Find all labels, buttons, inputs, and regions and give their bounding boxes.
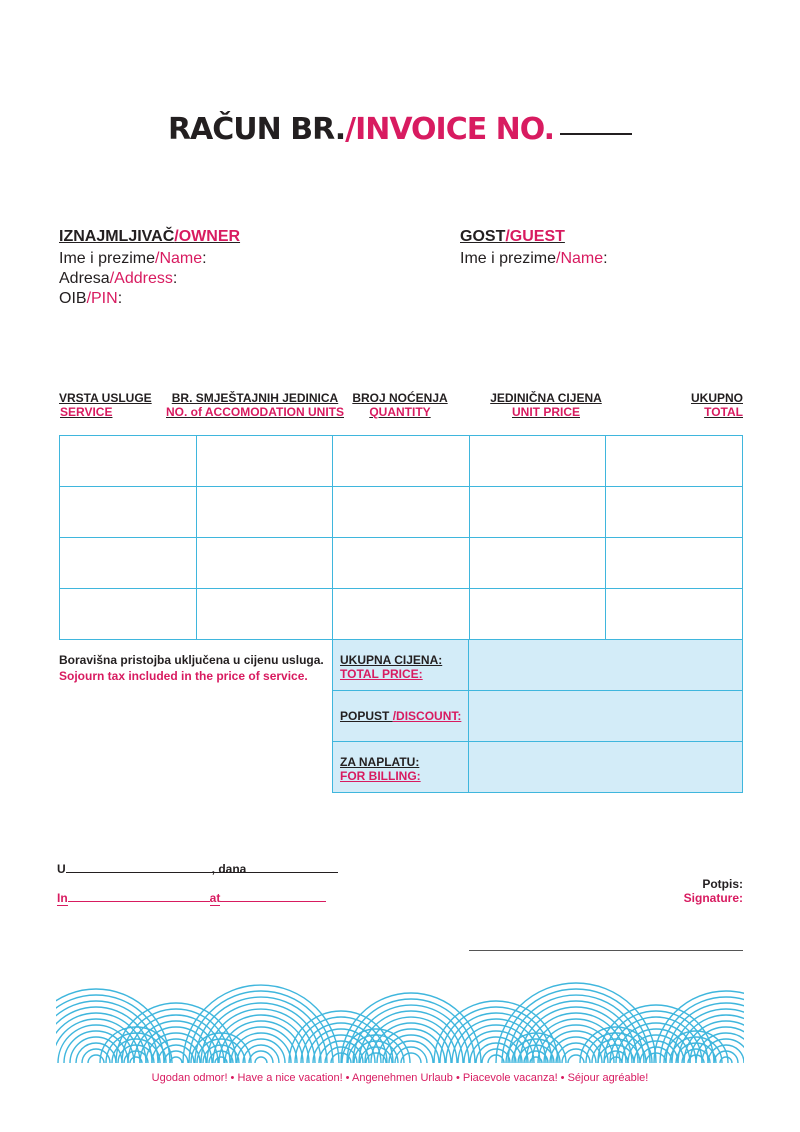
footer-slogan: Ugodan odmor! • Have a nice vacation! • Angenehmen Urlaub • Piacevole vacanza! • Séjour agréable! [151,1072,649,1084]
cell-total[interactable] [606,487,743,538]
cell-total[interactable] [606,589,743,640]
owner-heading-local: IZNAJMLJIVAČ [59,228,175,245]
title-en: INVOICE NO. [355,112,555,147]
signature-label [600,877,743,905]
discount-value[interactable] [469,691,743,742]
signature-label-local: Potpis: [702,877,743,891]
column-header-service-en: SERVICE [60,405,113,419]
place-field[interactable] [66,862,212,873]
title-separator: / [345,112,356,147]
guest-block [460,228,608,269]
column-header-units [160,391,350,419]
guest-name-label-en: /Name [556,250,604,267]
guest-heading [460,228,608,246]
guest-heading-local: GOST [460,228,506,245]
decorative-waves [56,975,744,1063]
owner-pin-label-local: OIB [59,290,87,307]
column-header-units-en: NO. of ACCOMODATION UNITS [166,405,344,419]
place-date-en [57,891,326,906]
wave-arc [70,1037,122,1063]
owner-address-label-local: Adresa [59,270,110,287]
cell-units[interactable] [196,589,333,640]
column-header-service-local: VRSTA USLUGE [59,391,152,405]
place-field-en[interactable] [68,891,210,902]
column-header-quantity [340,391,460,419]
billing-row [333,742,743,793]
total-price-label-en: TOTAL PRICE: [340,667,423,681]
column-header-unit-price-en: UNIT PRICE [511,405,580,419]
cell-unit-price[interactable] [469,436,606,487]
title-local: RAČUN BR. [167,112,346,147]
owner-pin-colon: : [117,290,123,307]
owner-address-label-en: /Address [109,270,173,287]
table-row [60,589,743,640]
owner-address-field[interactable] [59,269,240,289]
cell-units[interactable] [196,436,333,487]
signature-line[interactable] [469,950,743,951]
column-header-quantity-en: QUANTITY [369,405,431,419]
cell-units[interactable] [196,538,333,589]
invoice-number-field[interactable] [560,133,632,135]
table-row [60,538,743,589]
cell-quantity[interactable] [333,436,470,487]
owner-name-colon: : [202,250,207,267]
owner-name-label-en: /Name [155,250,203,267]
column-header-total-local: UKUPNO [690,391,743,405]
date-field[interactable] [246,862,338,873]
signature-label-en: Signature: [683,891,743,905]
total-price-row [333,640,743,691]
cell-unit-price[interactable] [469,538,606,589]
line-items-grid [59,435,743,640]
discount-label-en: /DISCOUNT: [392,709,462,723]
column-header-unit-price [476,391,616,419]
column-header-unit-price-local: JEDINIČNA CIJENA [490,391,602,405]
guest-name-colon: : [603,250,608,267]
discount-label [333,691,469,742]
date-label-en: at [209,891,221,905]
table-row [60,487,743,538]
cell-total[interactable] [606,436,743,487]
owner-name-label-local: Ime i prezime [59,250,156,267]
billing-label [333,742,469,793]
table-row [60,436,743,487]
cell-service[interactable] [60,436,197,487]
invoice-title [0,112,800,147]
wave-arc [255,1057,267,1063]
owner-heading [59,228,240,246]
tax-note-en: Sojourn tax included in the price of service. [59,669,308,683]
wave-arc [88,1055,104,1063]
wave-arc [568,1055,584,1063]
wave-arc [243,1045,279,1063]
total-price-value[interactable] [469,640,743,691]
column-header-units-local: BR. SMJEŠTAJNIH JEDINICA [171,391,339,405]
cell-unit-price[interactable] [469,487,606,538]
place-date-local [57,862,338,876]
cell-quantity[interactable] [333,538,470,589]
column-header-total-en: TOTAL [704,405,743,419]
owner-pin-label-en: /PIN [86,290,118,307]
owner-name-field[interactable] [59,249,240,269]
discount-row [333,691,743,742]
billing-value[interactable] [469,742,743,793]
cell-unit-price[interactable] [469,589,606,640]
place-label-local: U [57,862,66,876]
place-label-en: In [57,891,68,905]
billing-label-local: ZA NAPLATU: [340,755,420,769]
owner-block [59,228,240,309]
totals-table [332,639,743,793]
owner-address-colon: : [172,270,178,287]
cell-units[interactable] [196,487,333,538]
column-header-total [643,391,743,419]
cell-service[interactable] [60,589,197,640]
tax-note [59,652,324,684]
discount-label-local: POPUST [340,709,393,723]
total-price-label-local: UKUPNA CIJENA: [340,653,443,667]
owner-heading-en: /OWNER [174,228,241,245]
date-label-local: , dana [211,862,247,876]
cell-service[interactable] [60,538,197,589]
guest-name-label-local: Ime i prezime [460,250,557,267]
cell-quantity[interactable] [333,589,470,640]
column-header-service [59,391,152,419]
date-field-en[interactable] [220,891,326,902]
total-price-label [333,640,469,691]
guest-heading-en: /GUEST [505,228,565,245]
billing-label-en: FOR BILLING: [340,769,421,783]
owner-pin-field[interactable] [59,289,240,309]
cell-total[interactable] [606,538,743,589]
guest-name-field[interactable] [460,249,608,269]
column-header-quantity-local: BROJ NOĆENJA [352,391,448,405]
cell-quantity[interactable] [333,487,470,538]
tax-note-local: Boravišna pristojba uključena u cijenu usluga. [59,653,324,667]
cell-service[interactable] [60,487,197,538]
